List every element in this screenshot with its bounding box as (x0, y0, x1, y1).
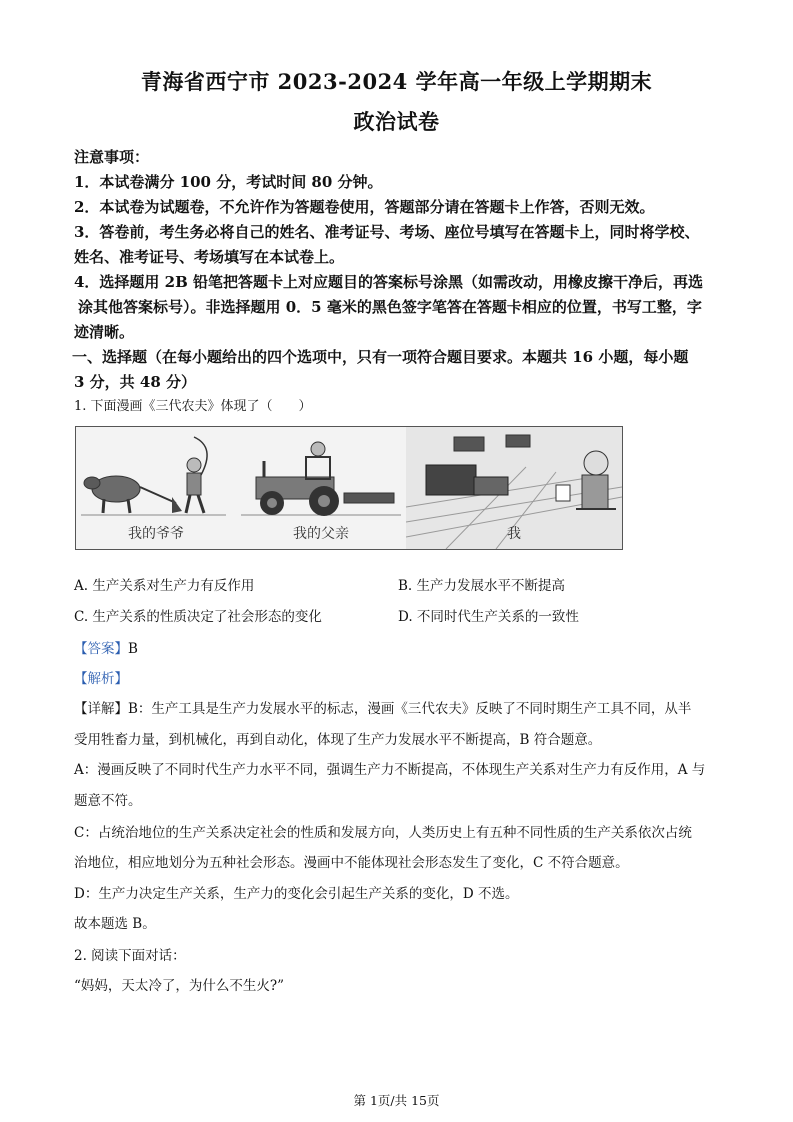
notice-heading: 注意事项： (74, 148, 150, 166)
answer-label: 【答案】 (74, 641, 128, 657)
caption-father: 我的父亲 (293, 526, 349, 542)
notice-item: 姓名、准考证号、考场填写在本试卷上。 (74, 248, 345, 266)
option-c: C. 生产关系的性质决定了社会形态的变化 (74, 609, 322, 625)
section-heading-cont: 3 分，共 48 分） (74, 373, 196, 391)
detail-line: 故本题选 B。 (74, 916, 156, 932)
answer-value: B (128, 641, 138, 657)
question-2-stem: 2. 阅读下面对话： (74, 948, 186, 964)
notice-item: 1．本试卷满分 100 分，考试时间 80 分钟。 (74, 173, 383, 191)
cartoon-panel-me (406, 427, 622, 549)
question-1-stem: 1. 下面漫画《三代农夫》体现了（ ） (74, 399, 312, 414)
caption-grandfather: 我的爷爷 (128, 526, 184, 542)
notice-item: 4．选择题用 2B 铅笔把答题卡上对应题目的答案标号涂黑（如需改动，用橡皮擦干净后，再选 (74, 273, 704, 291)
analysis-label: 【解析】 (74, 671, 128, 687)
page-subtitle: 政治试卷 (353, 109, 440, 134)
detail-line: 【详解】B：生产工具是生产力发展水平的标志，漫画《三代农夫》反映了不同时期生产工具不同，从半 (74, 701, 692, 717)
page-number: 第 1页/共 15页 (353, 1093, 440, 1108)
option-a: A. 生产关系对生产力有反作用 (74, 578, 255, 594)
section-heading: 一、选择题（在每小题给出的四个选项中，只有一项符合题目要求。本题共 16 小题，每小题 (72, 348, 689, 366)
cartoon-panel-father (236, 427, 406, 549)
detail-line: 题意不符。 (74, 793, 142, 809)
cartoon-three-generations (75, 426, 623, 550)
question-2-quote: “妈妈，天太冷了，为什么不生火?” (74, 978, 285, 994)
detail-line: 受用牲畜力量，到机械化，再到自动化，体现了生产力发展水平不断提高，B 符合题意。 (74, 732, 602, 748)
answer-row (74, 637, 138, 657)
cartoon-panel-grandfather (76, 427, 236, 549)
notice-item: 3．答卷前，考生务必将自己的姓名、准考证号、考场、座位号填写在答题卡上，同时将学校、 (74, 223, 700, 241)
detail-line: D：生产力决定生产关系，生产力的变化会引起生产关系的变化，D 不选。 (74, 886, 519, 902)
detail-line: A：漫画反映了不同时代生产力水平不同，强调生产力不断提高，不体现生产关系对生产力有反作用，A 与 (74, 762, 706, 778)
detail-line: C：占统治地位的生产关系决定社会的性质和发展方向，人类历史上有五种不同性质的生产关系依次占统 (74, 825, 692, 841)
page-title: 青海省西宁市 2023-2024 学年高一年级上学期期末 (140, 69, 653, 94)
notice-item: 2．本试卷为试题卷，不允许作为答题卷使用，答题部分请在答题卡上作答，否则无效。 (74, 198, 655, 216)
option-b: B. 生产力发展水平不断提高 (398, 578, 566, 594)
notice-item: 迹清晰。 (74, 323, 135, 341)
caption-me: 我 (507, 526, 521, 542)
notice-item: 涂其他答案标号）。非选择题用 0．5 毫米的黑色签字笔答在答题卡相应的位置，书写工整，字 (78, 298, 702, 316)
option-d: D. 不同时代生产关系的一致性 (398, 609, 579, 625)
detail-line: 治地位，相应地划分为五种社会形态。漫画中不能体现社会形态发生了变化，C 不符合题意。 (74, 855, 629, 871)
